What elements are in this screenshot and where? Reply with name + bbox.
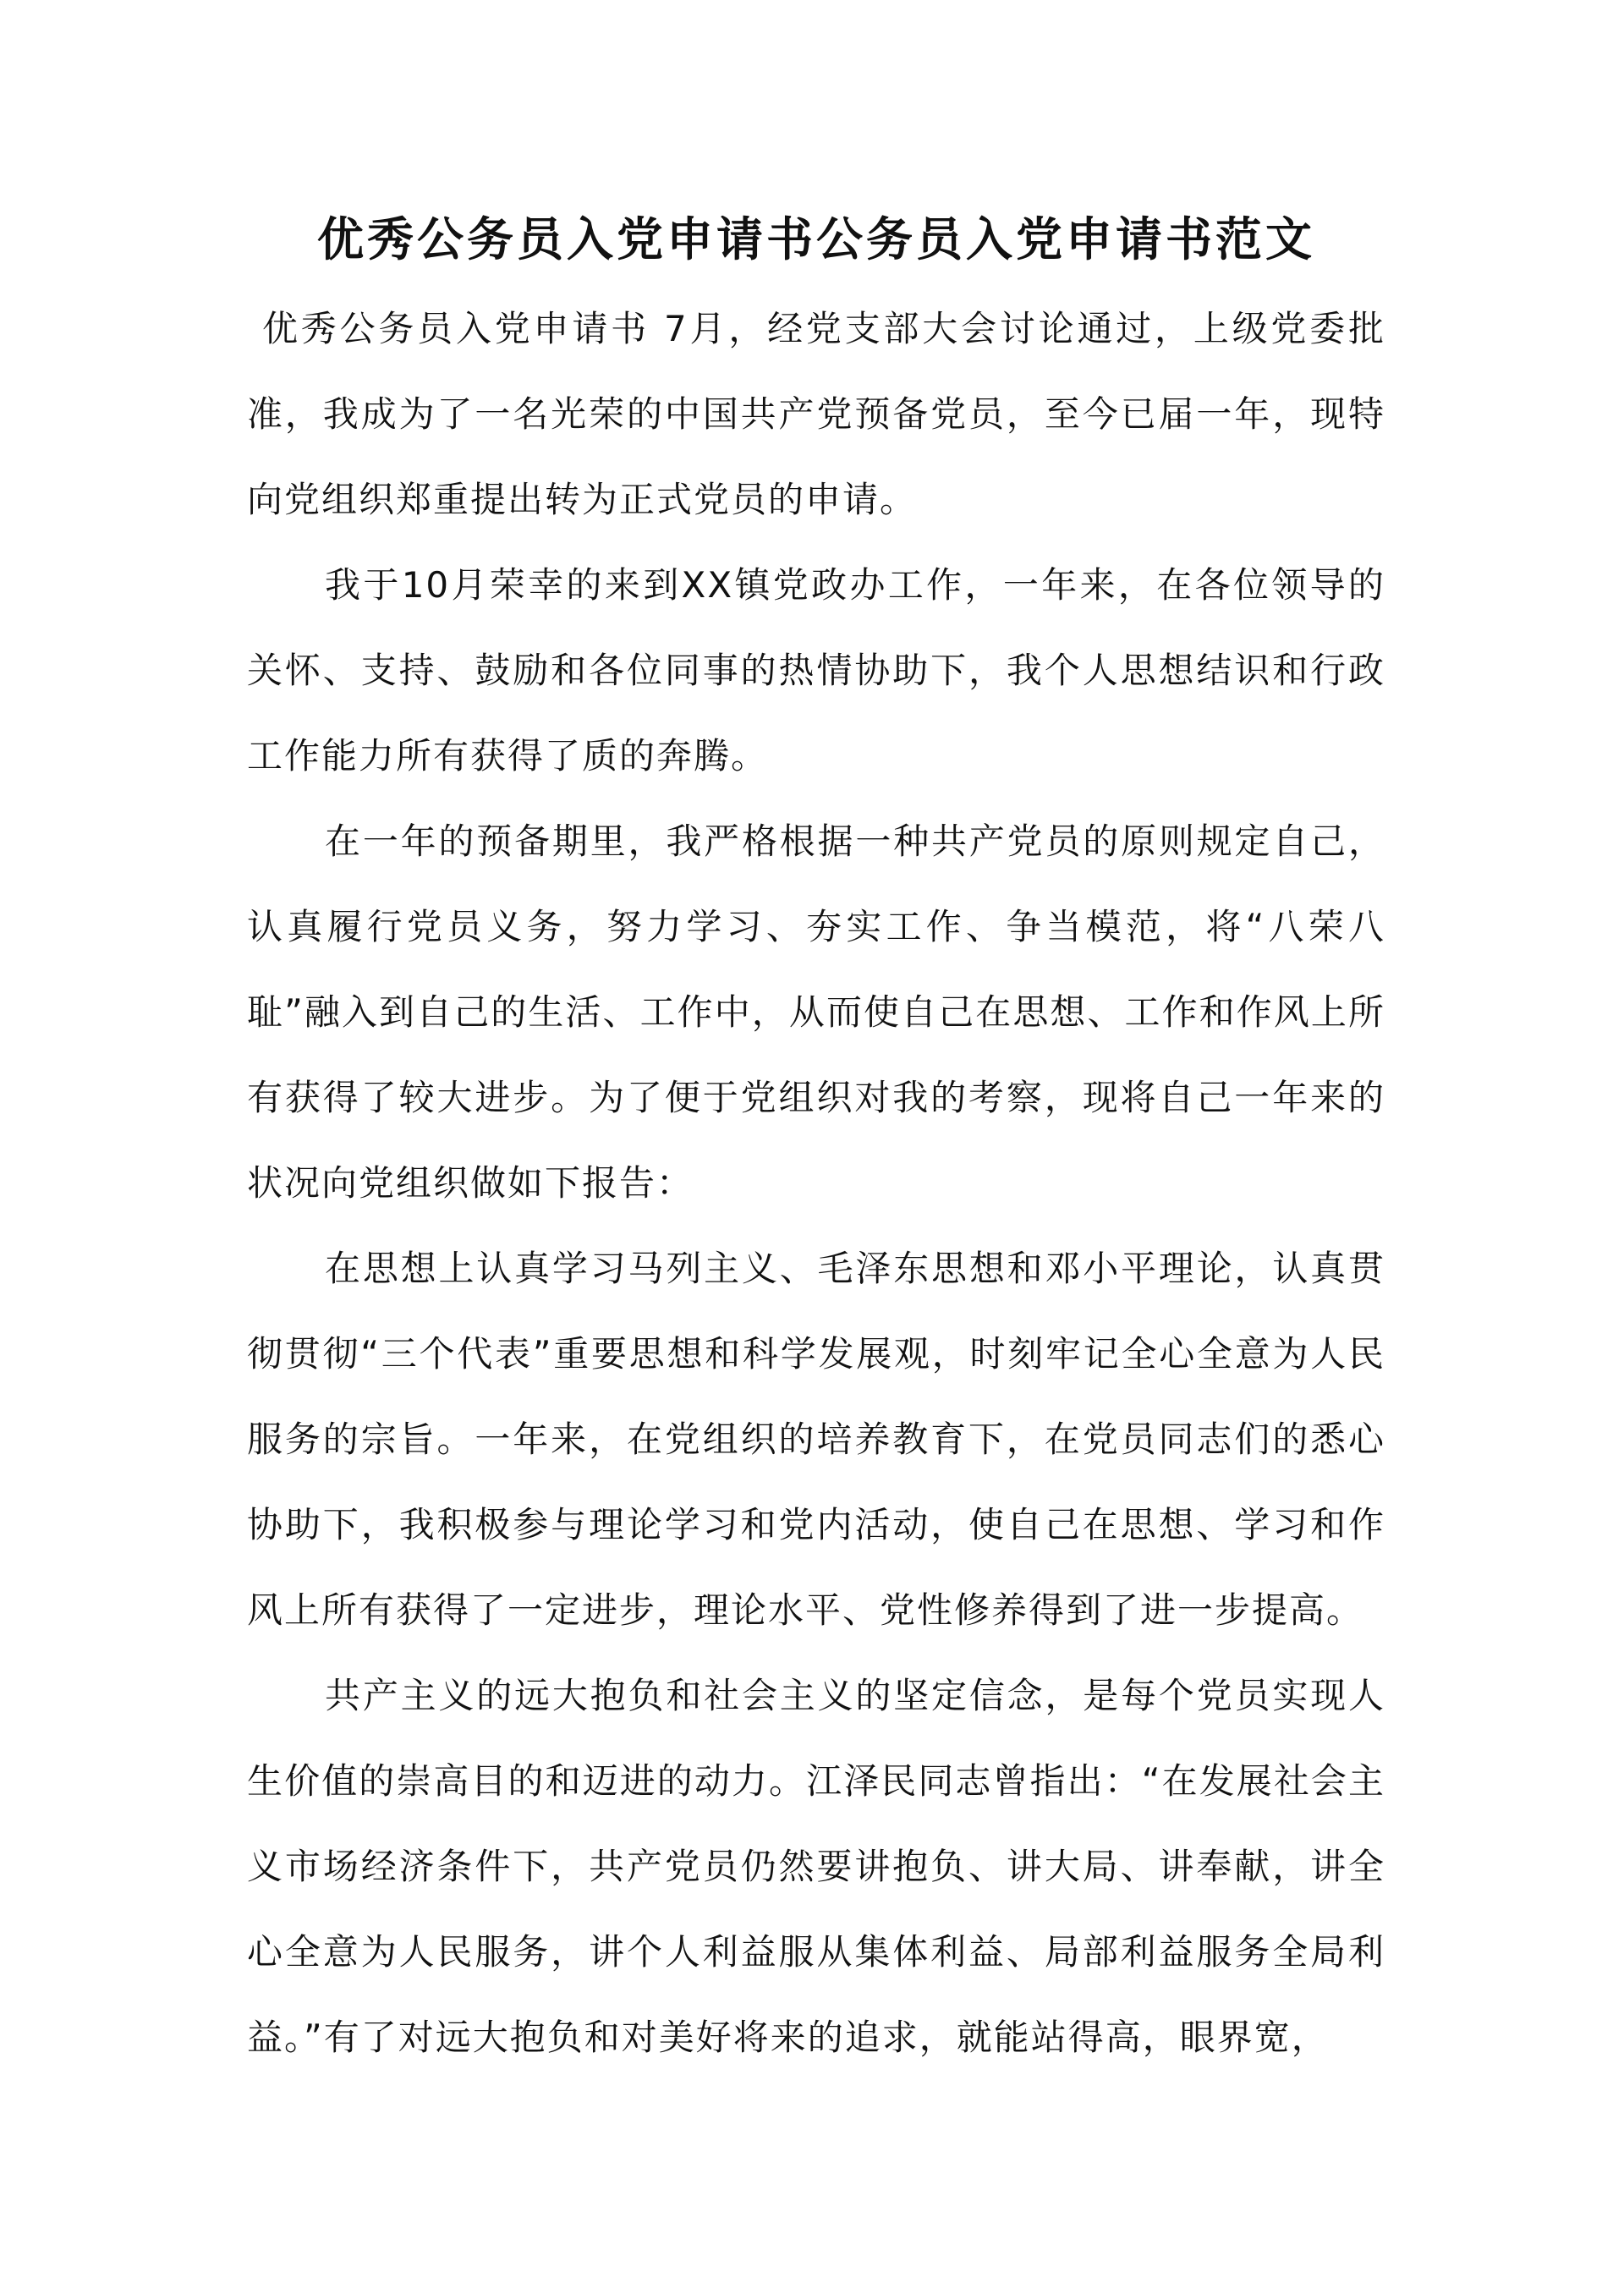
document-body [247, 193, 1385, 2080]
paragraph-5: 共产主义的远大抱负和社会主义的坚定信念，是每个党员实现人生价值的崇高目的和迈进的动力。江泽民同志曾指出：“在发展社会主义市场经济条件下，共产党员仍然要讲抱负、讲大局、讲奉献，讲全心全意为人民服务，讲个人利益服从集体利益、局部利益服务全局利益。”有了对远大抱负和对美好将来的追求，就能站得高，眼界宽， [247, 1675, 1385, 2058]
paragraph-2: 我于10月荣幸的来到XX镇党政办工作，一年来，在各位领导的关怀、支持、鼓励和各位同事的热情协助下，我个人思想结识和行政工作能力所有获得了质的奔腾。 [247, 564, 1385, 777]
document-title: 优秀公务员入党申请书公务员入党申请书范文 [316, 211, 1315, 266]
paragraph-3: 在一年的预备期里，我严格根据一种共产党员的原则规定自己，认真履行党员义务，努力学习、夯实工作、争当模范，将“八荣八耻”融入到自己的生活、工作中，从而使自己在思想、工作和作风上所有获得了较大进步。为了便于党组织对我的考察，现将自己一年来的状况向党组织做如下报告： [247, 820, 1385, 1204]
paragraph-1: 优秀公务员入党申请书 7月，经党支部大会讨论通过，上级党委批准，我成为了一名光荣的中国共产党预备党员，至今已届一年，现特向党组织郑重提出转为正式党员的申请。 [247, 308, 1385, 520]
paragraph-4: 在思想上认真学习马列主义、毛泽东思想和邓小平理论，认真贯彻贯彻“三个代表”重要思想和科学发展观，时刻牢记全心全意为人民服务的宗旨。一年来，在党组织的培养教育下，在党员同志们的悉心协助下，我积极参与理论学习和党内活动，使自己在思想、学习和作风上所有获得了一定进步，理论水平、党性修养得到了进一步提高。 [247, 1248, 1385, 1631]
